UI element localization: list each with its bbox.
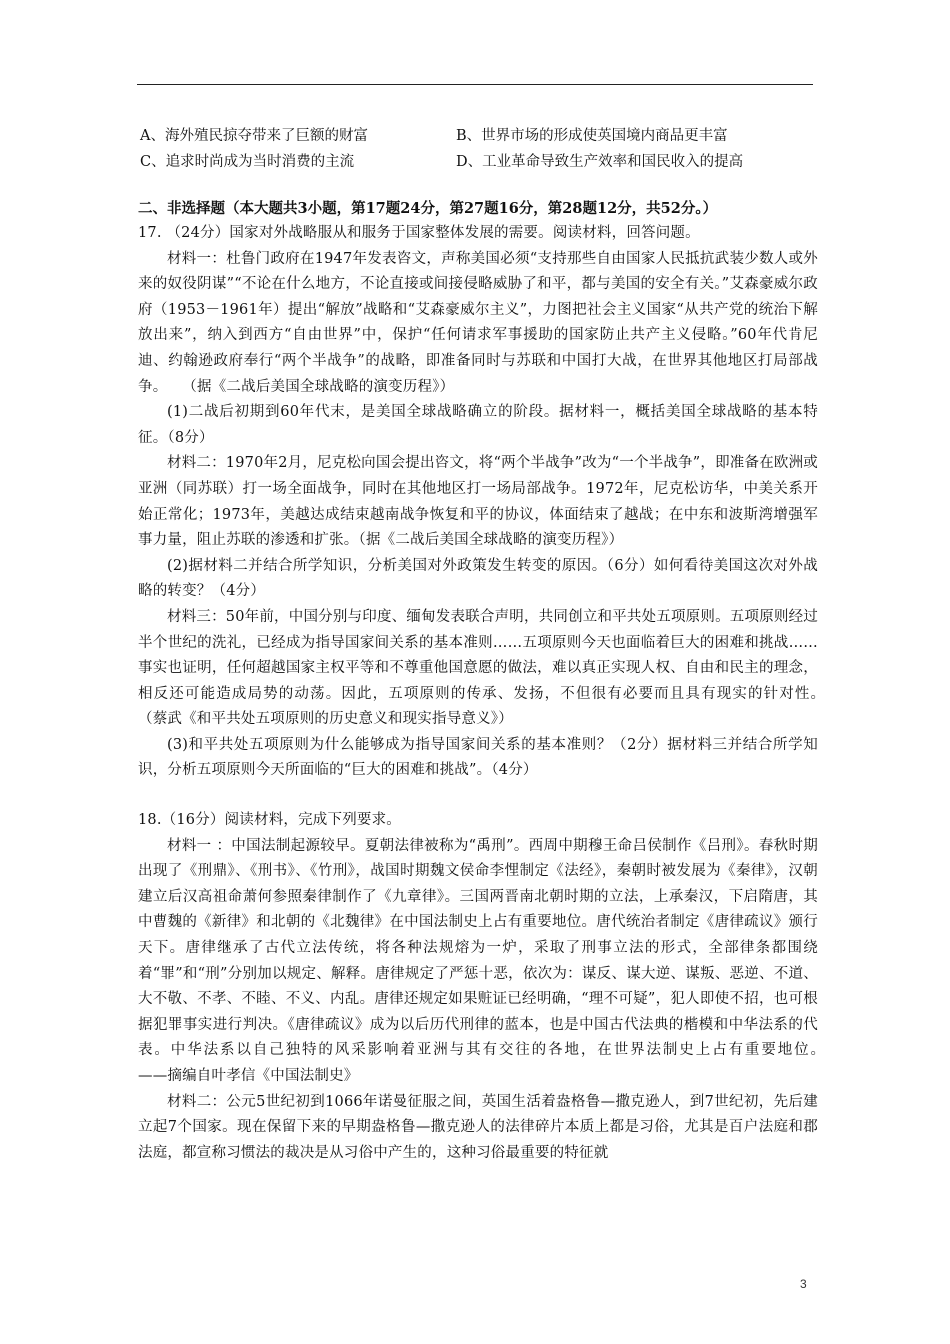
- q17-material-3: 材料三：50年前，中国分别与印度、缅甸发表联合声明，共同创立和平共处五项原则。五项原则经过半个世纪的洗礼，已经成为指导国家间关系的基本准则……五项原则今天也面临着巨大的困难和挑战……事实也证明，任何超越国家主权平等和不尊重他国意愿的做法，难以真正实现人权、自由和民主的理念，相反还可能造成局势的动荡。因此，五项原则的传承、发扬，不但很有必要而且具有现实的针对性。 （蔡武《和平共处五项原则的历史意义和现实指导意义》）: [138, 608, 907, 728]
- question-18: [138, 808, 877, 1166]
- options-row-1: [138, 124, 818, 150]
- option-a: A、海外殖民掠夺带来了巨额的财富: [140, 128, 368, 144]
- question-18-stem: 18.（16分）阅读材料，完成下列要求。: [138, 812, 402, 829]
- header-rule: [137, 84, 813, 85]
- q17-material-2: 材料二：1970年2月，尼克松向国会提出咨文，将“两个半战争”改为“一个半战争”，即准备在欧洲或亚洲（同苏联）打一场全面战争，同时在其他地区打一场局部战争。1972年，尼克松访华，中美关系开始正常化；1973年，美越达成结束越南战争恢复和平的协议，体面结束了越战；在中东和波斯湾增强军事力量，阻止苏联的渗透和扩张。（据《二战后美国全球战略的演变历程》）: [138, 455, 818, 549]
- question-17-stem: 17. （24分）国家对外战略服从和服务于国家整体发展的需要。阅读材料，回答问题。: [138, 225, 700, 241]
- q18-material-2: 材料二：公元5世纪初到1066年诺曼征服之间，英国生活着盎格鲁—撒克逊人，到7世纪初，先后建立起7个国家。现在保留下来的早期盎格鲁—撒克逊人的法律碎片本质上都是习俗，尤其是百户法庭和郡法庭，都宣称习惯法的裁决是从习俗中产生的，这种习俗最重要的特征就: [138, 1093, 818, 1161]
- answer-options: [138, 124, 818, 175]
- options-row-2: [138, 150, 818, 176]
- q18-material-1: 材料一 ：中国法制起源较早。夏朝法律被称为“禹刑”。西周中期穆王命吕侯制作《吕刑》。春秋时期出现了《刑鼎》、《刑书》、《竹刑》，战国时期魏文侯命李悝制定《法经》，秦朝时被发展为《秦律》，汉朝建立后汉高祖命萧何参照秦律制作了《九章律》。三国两晋南北朝时期的立法，上承秦汉，下启隋唐，其中曹魏的《新律》和北朝的《北魏律》在中国法制史上占有重要地位。唐代统治者制定《唐律疏议》颁行天下。唐律继承了古代立法传统，将各种法规熔为一炉，采取了刑事立法的形式，全部律条都围绕着“罪”和“刑”分别加以规定、解释。唐律规定了严惩十恶，依次为：谋反、谋大逆、谋叛、恶逆、不道、大不敬、不孝、不睦、不义、内乱。唐律还规定如果赃证已经明确，“理不可疑”，犯人即使不招，也可根据犯罪事实进行判决。《唐律疏议》成为以后历代刑律的蓝本，也是中国古代法典的楷模和中华法系的代表。中华法系以自己独特的风采影响着亚洲与其有交往的各地，在世界法制史上占有重要地位。 ——摘编自叶孝信《中国法制史》: [138, 837, 877, 1084]
- q17-subquestion-2: (2)据材料二并结合所学知识，分析美国对外政策发生转变的原因。（6分）如何看待美国这次对外战略的转变？（4分）: [138, 557, 818, 600]
- question-17: [138, 221, 907, 784]
- document-page: [138, 124, 907, 1166]
- q17-material-1: 材料一：杜鲁门政府在1947年发表咨文，声称美国必须“支持那些自由国家人民抵抗武装少数人或外来的奴役阴谋”“不论在什么地方，不论直接或间接侵略威胁了和平，都与美国的安全有关。”艾森豪威尔政府（1953－1961年）提出“解放”战略和“艾森豪威尔主义”，力图把社会主义国家“从共产党的统治下解放出来”，纳入到西方“自由世界”中，保护“任何请求军事援助的国家防止共产主义侵略。”60年代肯尼迪、约翰逊政府奉行“两个半战争”的战略，即准备同时与苏联和中国打大战，在世界其他地区打局部战争。 （据《二战后美国全球战略的演变历程》）: [138, 250, 818, 395]
- question-gap: [138, 784, 818, 808]
- section-title: 二、非选择题（本大题共3小题，第17题24分，第27题16分，第28题12分，共52分。）: [138, 200, 718, 217]
- page-number: 3: [800, 1277, 807, 1291]
- option-c: C、追求时尚成为当时消费的主流: [140, 153, 355, 170]
- q17-subquestion-3: (3)和平共处五项原则为什么能够成为指导国家间关系的基本准则？（2分）据材料三并结合所学知识，分析五项原则今天所面临的“巨大的困难和挑战”。（4分）: [138, 736, 818, 779]
- option-d: D、工业革命导致生产效率和国民收入的提高: [456, 153, 744, 170]
- option-b: B、世界市场的形成使英国境内商品更丰富: [456, 128, 728, 144]
- q17-subquestion-1: (1)二战后初期到60年代末，是美国全球战略确立的阶段。据材料一，概括美国全球战略的基本特征。（8分）: [138, 404, 818, 446]
